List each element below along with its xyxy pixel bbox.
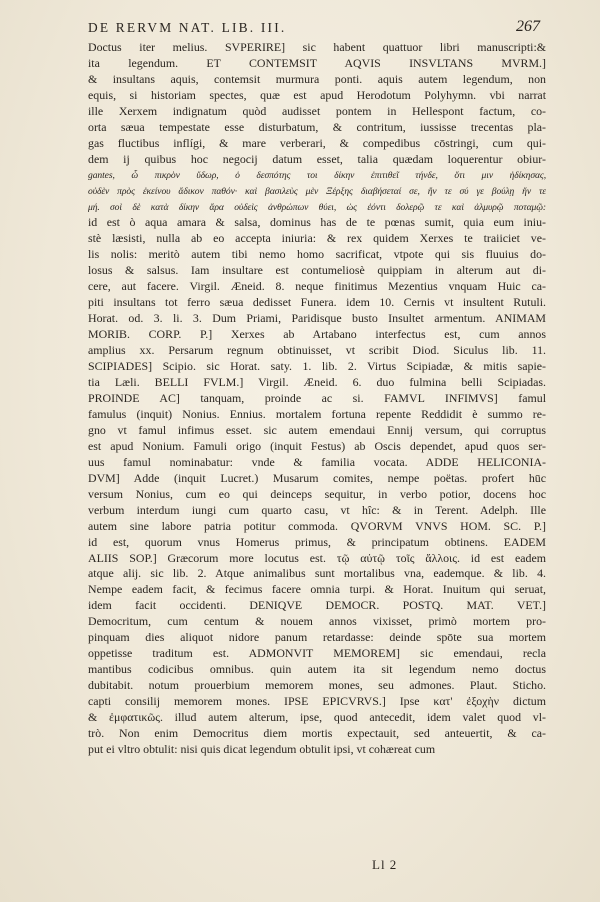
text-line: famulus (inquit) Nonius. Ennius. mortalem fortuna repente Reddidit è summo re- bbox=[88, 406, 546, 421]
text-line: Nempe eadem facit, & fecimus facere omnia turpi. & Horat. Inuitum qui seruat, bbox=[88, 582, 546, 597]
text-line: pinquam dies aliquot nidore panum retardasse: deinde spōte sua mortem bbox=[88, 630, 546, 645]
running-head: DE RERVM NAT. LIB. III. bbox=[88, 20, 287, 35]
text-line: Democritum, cum centum & nouem annos vixisset, primò mortem pro- bbox=[88, 614, 546, 629]
text-line: verbum interdum iungi cum quarto casu, vt hîc: & in Terent. Adelph. Ille bbox=[88, 502, 546, 517]
text-line: piti insultans tot ferro sæua dedisset Funera. idem 10. Cernis vt insultent Rutuli. bbox=[88, 295, 546, 310]
text-line: gno vt famul infimus esset. sic autem emendaui Ennij versum, qui corruptus bbox=[88, 422, 546, 437]
text-line: autem sine labore patria potitur commoda. QVORVM VNVS HOM. SC. P.] bbox=[88, 518, 546, 533]
signature-mark: Ll 2 bbox=[372, 857, 398, 872]
text-line: uus famul nominabatur: vnde & familia vocata. ADDE HELICONIA- bbox=[88, 454, 546, 469]
text-line: put ei vltro obtulit: nisi quis dicat legendum obtulit ipsi, vt cohæreat cum bbox=[88, 741, 436, 756]
text-line: SCIPIADES] Scipio. sic Horat. saty. 1. lib. 2. Virtus Scipiadæ, & mitis sapie- bbox=[88, 359, 546, 374]
text-line: οὐδὲν πρὸς ἐκείνου ἄδικον παθόν· καὶ βασιλεὺς μὲν Ξέρξης διαβήσεταί σε, ἤν τε σύ γε βούλῃ ἤν τε bbox=[88, 185, 546, 197]
text-line: stè læsisti, nulla ab eo accepta iniuria: & rex quidem Xerxes te traiiciet ve- bbox=[88, 231, 546, 246]
text-line: ALIIS SOP.] Græcorum more locutus est. τῷ αὐτῷ τοῖς ἄλλοις. id est eadem bbox=[88, 550, 546, 565]
text-line: versum Nonius, cum eo qui deinceps sequitur, in verbo potior, docens hoc bbox=[88, 486, 546, 501]
text-line: gantes, ὦ πικρὸν ὕδωρ, ὁ δεσπότης τοι δίκην ἐπιτιθεῖ τήνδε, ὅτι μιν ἠδίκησας, bbox=[88, 169, 546, 181]
text-line: gas fluctibus inflígi, & mare verberari, & compedibus cōstringi, cum qui- bbox=[88, 135, 546, 150]
text-line: MORIB. CORP. P.] Xerxes ab Artabano interfectus est, cum annos bbox=[88, 327, 546, 342]
text-line: tia Læli. BELLI FVLM.] Virgil. Æneid. 6. duo fulmina belli Scipiadas. bbox=[88, 375, 546, 390]
text-line: μή. σοὶ δὲ κατὰ δίκην ἄρα οὐδεὶς ἀνθρώπων θύει, ὡς ἐόντι δολερῷ τε καὶ ἁλμυρῷ ποταμῷ: bbox=[88, 201, 546, 213]
text-line: DVM] Adde (inquit Lucret.) Musarum comites, nempe poëtas. profert hūc bbox=[88, 470, 546, 485]
text-line: dubitabit. notum prouerbium memorem mones, seu admones. Plaut. Sticho. bbox=[88, 678, 546, 693]
text-line: lis nolis: meritò autem tibi nemo homo sacrificat, vtpote qui sis fluuius do- bbox=[88, 247, 546, 262]
text-line: id est ò aqua amara & salsa, dominus has de te pœnas sumit, quia eum iniu- bbox=[88, 215, 546, 230]
text-line: & ἐμφατικῶς. illud autem alterum, ipse, quod antecedit, idem valet quod vl- bbox=[88, 710, 546, 725]
text-line: Horat. od. 3. li. 3. Dum Priami, Paridisque busto Insultet armentum. ANIMAM bbox=[88, 311, 546, 326]
text-line: est apud Nonium. Famuli origo (inquit Festus) ab Oscis dependet, apud quos ser- bbox=[88, 438, 546, 453]
text-line: trò. Non enim Democritus diem mortis expectauit, sed anteuertit, & ca- bbox=[88, 725, 546, 740]
text-line: mantibus codicibus omnibus. quin autem ita sit legendum nemo doctus bbox=[88, 662, 546, 677]
text-line: idem facit occidenti. DENIQVE DEMOCR. POSTQ. MAT. VET.] bbox=[88, 598, 546, 613]
text-line: Doctus iter melius. SVPERIRE] sic habent quattuor libri manuscripti:& bbox=[88, 40, 546, 54]
text-line: id est, quorum vnus Homerus primus, & principatum obtinens. EADEM bbox=[88, 534, 546, 549]
commentary-text-block bbox=[88, 40, 546, 758]
text-line: orta sæua tempestate esse disturbatum, & contritum, iussisse trecentas pla- bbox=[88, 119, 546, 134]
text-line: cere, aut facere. Virgil. Æneid. 8. neque finitimus Mezentius vnquam Huic ca- bbox=[88, 279, 546, 294]
text-line: equis, si historiam spectes, quæ est apud Herodotum Polyhymn. vbi narrat bbox=[88, 87, 546, 102]
text-line: losus & salsus. Iam insultare est contumeliosè quippiam in alterum aut di- bbox=[88, 263, 546, 278]
text-line: capti consilij memorem mones. IPSE EPICVRVS.] Ipse κατ' ἐξοχὴν dictum bbox=[88, 694, 546, 709]
text-line: atque alij. sic lib. 2. Atque animalibus sunt mortalibus vna, eademque. & lib. 4. bbox=[88, 566, 546, 581]
text-line: ita legendum. ET CONTEMSIT AQVIS INSVLTANS MVRM.] bbox=[88, 55, 546, 70]
text-line: PROINDE AC] tanquam, proinde ac si. FAMVL INFIMVS] famul bbox=[88, 390, 546, 405]
text-line: dem ij quibus hoc negocij datum esset, talia quædam loquerentur obiur- bbox=[88, 151, 546, 166]
text-line: oppetisse traditum est. ADMONVIT MEMOREM] sic emendaui, recla bbox=[88, 646, 546, 661]
text-line: ille Xerxem indignatum quòd audisset pontem in Hellespont factum, co- bbox=[88, 103, 546, 118]
page-header bbox=[88, 20, 540, 38]
text-line: amplius xx. Persarum regnum obtinuisset, vt scribit Diod. Siculus lib. 11. bbox=[88, 343, 546, 358]
page-number: 267 bbox=[516, 18, 540, 35]
text-line: & insultans aquis, contemsit murmura ponti. aquis autem legendum, non bbox=[88, 71, 546, 86]
